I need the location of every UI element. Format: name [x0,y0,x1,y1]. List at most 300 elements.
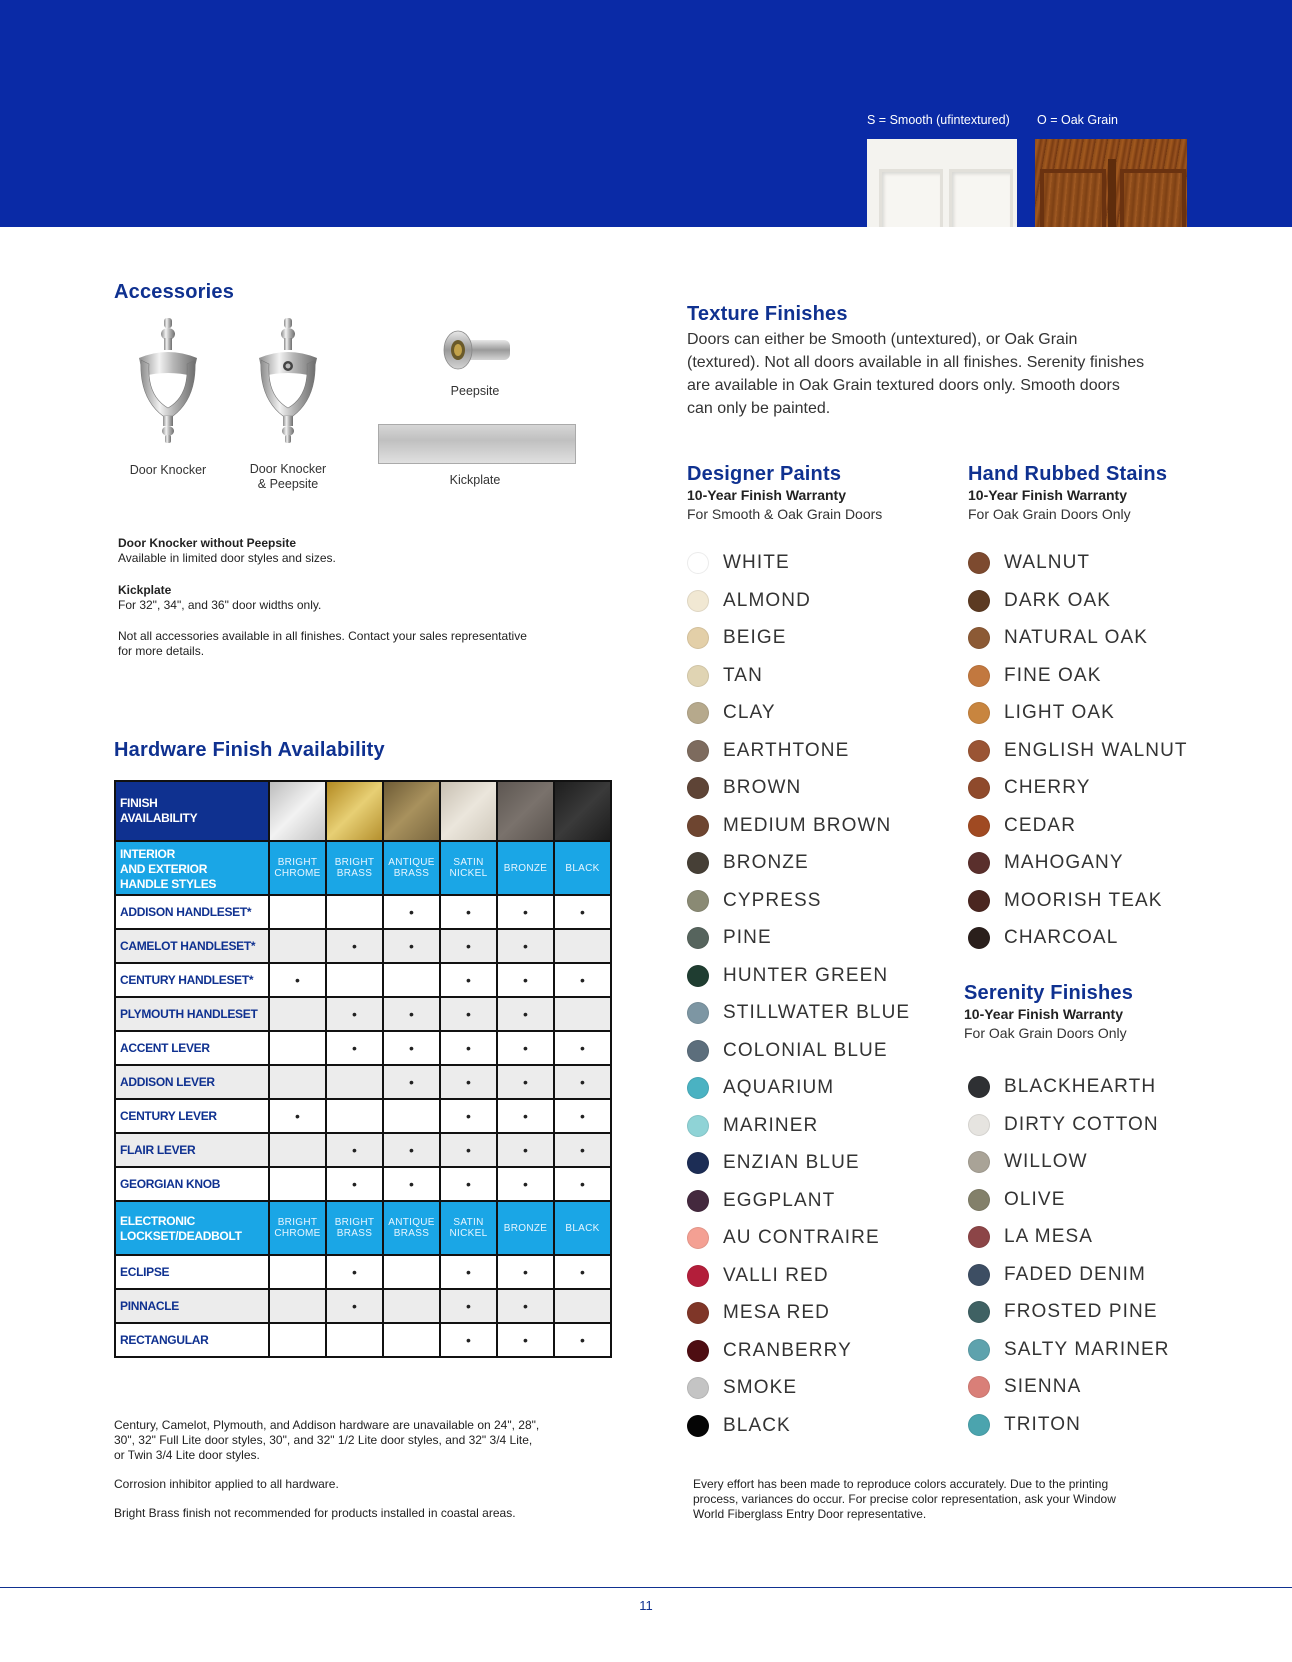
color-name: FINE OAK [1004,664,1102,686]
peepsite-caption: Peepsite [450,384,500,398]
color-name: BLACKHEARTH [1004,1076,1157,1097]
hardware-style-name: ACCENT LEVER [115,1031,269,1065]
availability-cell: • [440,963,497,997]
availability-cell [383,1323,440,1357]
availability-cell: • [554,1133,611,1167]
finish-label: CHROME [274,868,321,879]
availability-cell: • [497,997,554,1031]
color-name: SMOKE [723,1377,798,1398]
availability-cell [269,1289,326,1323]
color-swatch [687,1302,709,1324]
disclaimer-line: Every effort has been made to reproduce colors accurately. Due to the printing [693,1477,1109,1491]
color-name: ALMOND [723,589,811,611]
color-swatch [968,1376,990,1398]
note-title: Door Knocker without Peepsite [118,536,297,550]
table-row [115,963,611,997]
color-name: PINE [723,927,772,948]
color-item [968,698,1115,728]
table-row [115,1167,611,1201]
accessory-notes [118,536,527,659]
availability-cell [326,1065,383,1099]
group-header-row [115,841,611,895]
color-swatch [968,1339,990,1361]
color-item [687,586,811,616]
availability-cell: • [326,1167,383,1201]
availability-cell: • [440,1289,497,1323]
hardware-finish-table [114,780,612,1358]
availability-cell: • [383,1133,440,1167]
color-item [968,923,1118,953]
color-item [687,1036,888,1066]
paints-scope: For Smooth & Oak Grain Doors [687,506,883,522]
note-text: Available in limited door styles and sizes. [118,551,336,565]
finish-header [497,841,554,895]
availability-cell: • [497,1133,554,1167]
color-swatch [968,702,990,724]
finish-label: BRONZE [503,1222,548,1234]
color-item [968,661,1101,691]
hardware-style-name: ADDISON HANDLESET* [115,895,269,929]
header-line: AND EXTERIOR [120,861,208,876]
finish-label: BRASS [393,1228,430,1239]
color-item [968,1110,1159,1140]
color-name: EARTHTONE [723,739,850,761]
color-name: EGGPLANT [723,1189,836,1211]
availability-cell [269,1133,326,1167]
availability-cell: • [326,1255,383,1289]
color-item [968,1297,1158,1327]
finish-swatch-row [115,781,611,841]
color-swatch [687,777,709,799]
color-swatch [968,1414,990,1436]
color-item [687,1373,797,1403]
color-swatch [687,590,709,612]
color-name: CHERRY [1004,777,1091,798]
color-name: FROSTED PINE [1004,1301,1158,1322]
availability-cell [269,1031,326,1065]
color-item [968,548,1090,578]
color-swatch [687,1190,709,1212]
availability-cell [554,1289,611,1323]
door-knocker-caption: Door Knocker [129,463,207,477]
color-item [687,736,849,766]
hardware-style-name: PLYMOUTH HANDLESET [115,997,269,1031]
footer-rule [0,1587,1292,1588]
finish-header [554,1201,611,1255]
footnote-line: 30", 32" Full Lite door styles, 30", and 32" 1/2 Lite door styles, and 32" 3/4 Lite, [114,1433,533,1447]
color-name: CHARCOAL [1004,927,1119,948]
footnote-line: Century, Camelot, Plymouth, and Addison hardware are unavailable on 24", 28", [114,1418,540,1432]
table-row [115,1289,611,1323]
smooth-door-swatch [867,139,1017,227]
finish-label: BRIGHT [334,857,375,868]
page-number: 11 [639,1598,653,1613]
color-swatch [687,552,709,574]
caption-line: Door Knocker [249,462,327,476]
availability-cell: • [440,997,497,1031]
note-text: For 32", 34", and 36" door widths only. [118,598,322,612]
availability-cell: • [440,1065,497,1099]
availability-cell [326,895,383,929]
finish-header [269,841,326,895]
color-item [687,998,910,1028]
color-swatch [968,1114,990,1136]
color-item [687,623,787,653]
color-name: AQUARIUM [723,1077,835,1098]
finish-label: ANTIQUE [388,1217,435,1228]
finish-swatch-bronze [497,781,554,841]
disclaimer-line: Not all accessories available in all finishes. Contact your sales representative [118,629,527,643]
color-swatch [968,627,990,649]
availability-cell: • [440,895,497,929]
table-row [115,1099,611,1133]
color-swatch [968,1264,990,1286]
group-header-handles [115,841,269,895]
availability-cell [383,1255,440,1289]
color-swatch [687,702,709,724]
color-name: DIRTY COTTON [1004,1113,1159,1135]
color-item [687,848,809,878]
availability-cell: • [497,1255,554,1289]
availability-cell: • [554,1255,611,1289]
serenity-scope: For Oak Grain Doors Only [964,1025,1127,1041]
color-name: CRANBERRY [723,1339,852,1361]
color-name: MEDIUM BROWN [723,814,892,836]
color-item [687,1336,852,1366]
header-line: FINISH [120,796,158,810]
header-line: AVAILABILITY [120,811,198,825]
color-item [687,1186,835,1216]
availability-cell: • [497,1099,554,1133]
availability-cell [326,1323,383,1357]
serenity-title: Serenity Finishes [964,982,1134,1004]
color-name: MAHOGANY [1004,852,1124,873]
table-row [115,1065,611,1099]
table-row [115,1323,611,1357]
finish-label: BRIGHT [277,1217,318,1228]
availability-cell: • [383,997,440,1031]
color-item [968,1072,1156,1102]
color-item [968,1335,1170,1365]
table-row [115,929,611,963]
color-item [687,661,763,691]
availability-cell: • [440,1031,497,1065]
finish-label: BRASS [336,1228,373,1239]
peepsite-image [438,326,514,374]
color-disclaimer [693,1477,1116,1522]
availability-cell: • [383,1031,440,1065]
hardware-style-name: CENTURY LEVER [115,1099,269,1133]
color-swatch [687,815,709,837]
hardware-style-name: PINNACLE [115,1289,269,1323]
stains-title: Hand Rubbed Stains [968,463,1168,485]
color-item [687,886,822,916]
color-item [968,736,1188,766]
color-item [687,1223,880,1253]
color-name: DARK OAK [1004,589,1111,611]
footnote-line: or Twin 3/4 Lite door styles. [114,1448,260,1462]
stains-warranty: 10-Year Finish Warranty [968,487,1127,503]
color-swatch [687,665,709,687]
availability-cell: • [440,1099,497,1133]
texture-line: can only be painted. [687,400,831,417]
color-name: ENGLISH WALNUT [1004,739,1188,761]
finish-label: BRONZE [503,862,548,874]
serenity-warranty: 10-Year Finish Warranty [964,1006,1123,1022]
color-name: WILLOW [1004,1151,1088,1172]
disclaimer-line: process, variances do occur. For precise color representation, ask your Window [693,1492,1116,1506]
availability-cell: • [326,1031,383,1065]
color-item [687,1298,830,1328]
color-name: TAN [723,664,763,686]
finish-label: NICKEL [449,1228,488,1239]
color-item [687,773,801,803]
finish-label: BRIGHT [277,857,318,868]
availability-cell: • [497,895,554,929]
color-item [687,961,888,991]
group-header-electronic [115,1201,269,1255]
availability-cell [326,963,383,997]
hardware-style-name: CENTURY HANDLESET* [115,963,269,997]
color-name: BROWN [723,777,802,798]
color-item [968,811,1076,841]
finish-label: ANTIQUE [388,857,435,868]
paints-warranty: 10-Year Finish Warranty [687,487,846,503]
color-name: TRITON [1004,1413,1081,1435]
color-swatch [687,1227,709,1249]
color-name: ENZIAN BLUE [723,1152,860,1173]
color-name: STILLWATER BLUE [723,1002,911,1023]
color-swatch [687,1002,709,1024]
availability-cell: • [326,929,383,963]
availability-cell: • [554,1167,611,1201]
availability-cell [269,895,326,929]
color-swatch [968,815,990,837]
availability-cell [383,963,440,997]
finish-header [554,841,611,895]
availability-cell: • [326,1289,383,1323]
table-row [115,895,611,929]
brass-note: Bright Brass finish not recommended for products installed in coastal areas. [114,1506,516,1520]
accessories-disclaimer [118,629,527,659]
finish-header [326,1201,383,1255]
color-item [687,548,790,578]
color-item [687,1111,818,1141]
availability-cell: • [554,895,611,929]
availability-cell [269,1167,326,1201]
color-swatch [687,927,709,949]
hardware-style-name: FLAIR LEVER [115,1133,269,1167]
availability-cell [383,1289,440,1323]
finish-swatch-antique-brass [383,781,440,841]
oak-legend: O = Oak Grain [1037,113,1118,127]
handle-rows [115,895,611,1201]
finish-label: SATIN [453,1217,484,1228]
color-swatch [687,1265,709,1287]
smooth-legend: S = Smooth (ufintextured) [867,113,1010,127]
color-swatch [968,740,990,762]
color-item [687,1411,791,1441]
color-name: WALNUT [1004,552,1091,573]
color-item [687,1073,834,1103]
kickplate-image [378,424,576,464]
availability-cell: • [554,1099,611,1133]
color-name: VALLI RED [723,1264,829,1286]
header-line: INTERIOR [120,846,175,861]
disclaimer-line: World Fiberglass Entry Door representative. [693,1507,927,1521]
color-swatch [968,1151,990,1173]
header-line: LOCKSET/DEADBOLT [120,1229,242,1243]
availability-cell: • [440,1255,497,1289]
color-item [687,698,776,728]
color-swatch [968,777,990,799]
finish-header [440,1201,497,1255]
color-swatch [968,1189,990,1211]
color-name: COLONIAL BLUE [723,1039,888,1061]
color-swatch [687,965,709,987]
color-item [687,923,772,953]
texture-line: (textured). Not all doors available in all finishes. Serenity finishes [687,354,1145,371]
paints-title: Designer Paints [687,463,842,485]
color-name: AU CONTRAIRE [723,1227,880,1248]
corrosion-note: Corrosion inhibitor applied to all hardware. [114,1477,339,1491]
color-name: MOORISH TEAK [1004,889,1163,911]
group-header-row [115,1201,611,1255]
color-item [968,848,1124,878]
finish-swatch-black [554,781,611,841]
disclaimer-line: for more details. [118,644,205,658]
availability-cell: • [326,997,383,1031]
texture-description [687,328,1144,420]
hardware-style-name: RECTANGULAR [115,1323,269,1357]
finish-label: BLACK [565,862,600,874]
availability-cell [554,929,611,963]
door-knocker-image [133,318,203,443]
color-name: CLAY [723,702,776,723]
availability-cell: • [497,1167,554,1201]
table-row [115,1133,611,1167]
color-name: SIENNA [1004,1376,1082,1397]
availability-cell: • [269,963,326,997]
color-swatch [968,927,990,949]
availability-cell: • [554,963,611,997]
availability-cell: • [383,929,440,963]
color-name: MESA RED [723,1302,830,1323]
color-swatch [687,1377,709,1399]
texture-line: are available in Oak Grain textured doors only. Smooth doors [687,377,1120,394]
availability-cell [269,1323,326,1357]
finish-header [383,1201,440,1255]
availability-cell: • [497,1289,554,1323]
availability-cell: • [497,1031,554,1065]
finish-label: SATIN [453,857,484,868]
availability-cell: • [497,929,554,963]
color-item [968,1372,1081,1402]
availability-cell: • [554,1031,611,1065]
availability-cell: • [383,1065,440,1099]
finish-swatch-chrome [269,781,326,841]
hardware-footnotes [114,1418,539,1521]
color-item [968,1222,1093,1252]
finish-label: BLACK [565,1222,600,1234]
finish-label: NICKEL [449,868,488,879]
color-name: LA MESA [1004,1226,1094,1247]
color-item [968,586,1111,616]
color-name: FADED DENIM [1004,1263,1146,1285]
color-item [968,1260,1146,1290]
color-swatch [687,1115,709,1137]
availability-cell [269,929,326,963]
color-item [968,773,1091,803]
color-name: LIGHT OAK [1004,702,1115,723]
availability-cell: • [554,1065,611,1099]
color-name: BRONZE [723,852,809,873]
finish-header [269,1201,326,1255]
availability-cell: • [440,929,497,963]
color-item [968,886,1163,916]
availability-cell [326,1099,383,1133]
header-line: ELECTRONIC [120,1214,196,1228]
table-row [115,997,611,1031]
color-swatch [968,1226,990,1248]
color-item [968,1147,1088,1177]
hardware-style-name: ECLIPSE [115,1255,269,1289]
finish-swatch-brass [326,781,383,841]
stains-scope: For Oak Grain Doors Only [968,506,1131,522]
hardware-title: Hardware Finish Availability [114,739,385,761]
texture-line: Doors can either be Smooth (untextured), or Oak Grain [687,331,1078,348]
color-swatch [687,1077,709,1099]
finish-header [440,841,497,895]
availability-cell: • [497,1323,554,1357]
color-name: BLACK [723,1414,791,1436]
color-swatch [687,1040,709,1062]
caption-line: & Peepsite [257,477,319,491]
availability-cell: • [497,963,554,997]
finish-label: BRASS [336,868,373,879]
color-swatch [968,665,990,687]
header-line: HANDLE STYLES [120,876,217,891]
availability-cell: • [554,1323,611,1357]
color-swatch [687,1152,709,1174]
color-swatch [968,590,990,612]
availability-cell: • [326,1133,383,1167]
color-swatch [687,740,709,762]
availability-cell: • [440,1133,497,1167]
color-name: CYPRESS [723,889,822,911]
electronic-rows [115,1255,611,1357]
availability-cell: • [497,1065,554,1099]
door-knocker-peepsite-caption [238,462,338,492]
finish-swatch-satin-nickel [440,781,497,841]
availability-cell: • [383,895,440,929]
color-item [687,1148,860,1178]
color-name: NATURAL OAK [1004,627,1149,648]
color-name: MARINER [723,1114,819,1136]
availability-cell: • [269,1099,326,1133]
availability-cell: • [440,1167,497,1201]
finish-label: BRASS [393,868,430,879]
color-swatch [687,1340,709,1362]
color-item [968,1410,1081,1440]
finish-header [383,841,440,895]
hardware-style-name: ADDISON LEVER [115,1065,269,1099]
finish-label: CHROME [274,1228,321,1239]
hardware-style-name: GEORGIAN KNOB [115,1167,269,1201]
oak-door-swatch [1035,139,1187,227]
color-swatch [687,890,709,912]
availability-cell [554,997,611,1031]
